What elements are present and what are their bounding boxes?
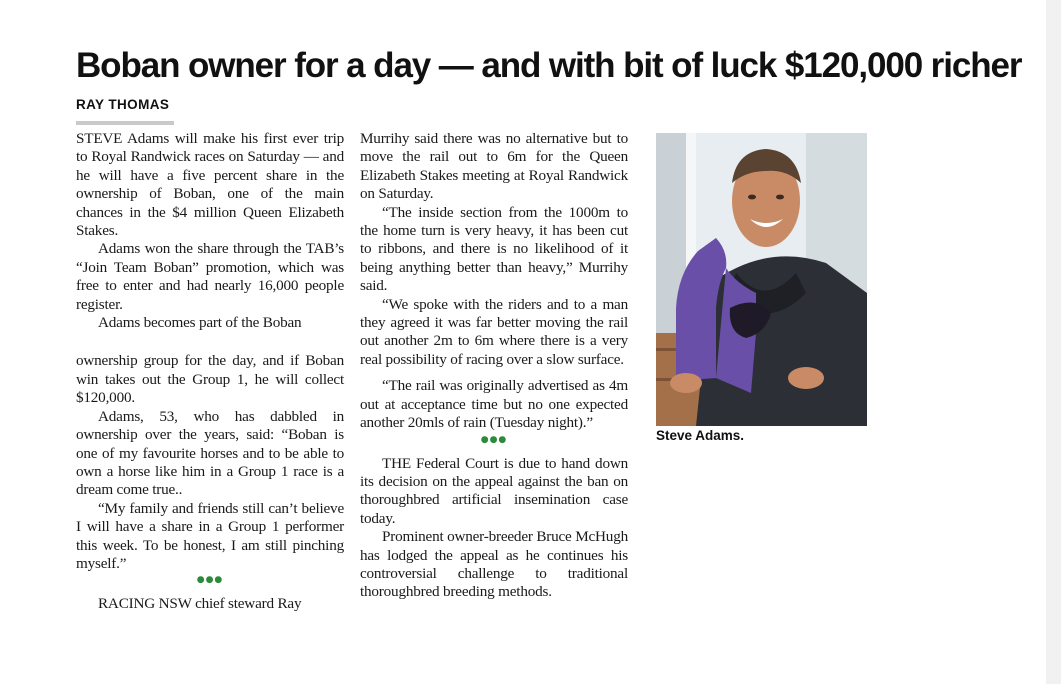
column-2 <box>360 130 628 602</box>
section-separator: ●●● <box>480 434 508 445</box>
photo-caption: Steve Adams. <box>656 428 745 443</box>
paragraph: RACING NSW chief steward Ray <box>98 595 302 613</box>
paragraph: Adams won the share through the TAB’s “Join Team Boban” promotion, which was free to enter and had nearly 16,000 people register. <box>76 240 344 313</box>
byline-rule <box>76 121 174 125</box>
paragraph: ownership group for the day, and if Boban win takes out the Group 1, he will collect $120,000. <box>76 352 344 407</box>
paragraph: “The rail was originally advertised as 4m out at acceptance time but no one expected another 20mls of rain (Tuesday night).” <box>360 377 628 432</box>
photo-steve-adams <box>656 133 867 426</box>
paragraph: Adams, 53, who has dabbled in ownership over the years, said: “Boban is one of my favourite horses and to be able to own a horse like him in a Group 1 race is a dream come true.. <box>76 407 344 499</box>
paragraph: Murrihy said there was no alternative but to move the rail out to 6m for the Queen Elizabeth Stakes meeting at Royal Randwick on Saturday. <box>360 130 628 203</box>
headline: Boban owner for a day — and with bit of luck $120,000 richer <box>76 46 1022 85</box>
column-gap <box>360 369 628 377</box>
column-gap <box>76 332 344 352</box>
paragraph: “My family and friends still can’t believe I will have a share in a Group 1 performer this week. To be honest, I am still pinching myself.” <box>76 499 344 572</box>
paragraph: STEVE Adams will make his first ever trip to Royal Randwick races on Saturday — and he will have a five percent share in the ownership of Boban, one of the main chances in the $4 million Queen Elizabeth Stakes. <box>76 130 344 240</box>
column-gap <box>76 587 344 595</box>
section-separator: ●●● <box>196 575 224 586</box>
column-gap <box>360 447 628 455</box>
portrait-illustration <box>656 133 867 426</box>
paragraph: “The inside section from the 1000m to the home turn is very heavy, it has been cut to ribbons, and there is no likelihood of it being anything better than heavy,” Murrihy said. <box>360 203 628 295</box>
byline: RAY THOMAS <box>76 97 170 112</box>
paragraph: “We spoke with the riders and to a man they agreed it was far better moving the rail out another 2m to 6m where there is a very real possibility of racing over a slow surface. <box>360 295 628 368</box>
paragraph: Prominent owner-breeder Bruce McHugh has lodged the appeal as he continues his controversial challenge to traditional thoroughbred breeding methods. <box>360 528 628 601</box>
paragraph: THE Federal Court is due to hand down its decision on the appeal against the ban on thoroughbred artificial insemination case today. <box>360 454 628 527</box>
paragraph: Adams becomes part of the Boban <box>98 314 302 332</box>
column-1 <box>76 130 344 614</box>
page-edge <box>1046 0 1061 684</box>
